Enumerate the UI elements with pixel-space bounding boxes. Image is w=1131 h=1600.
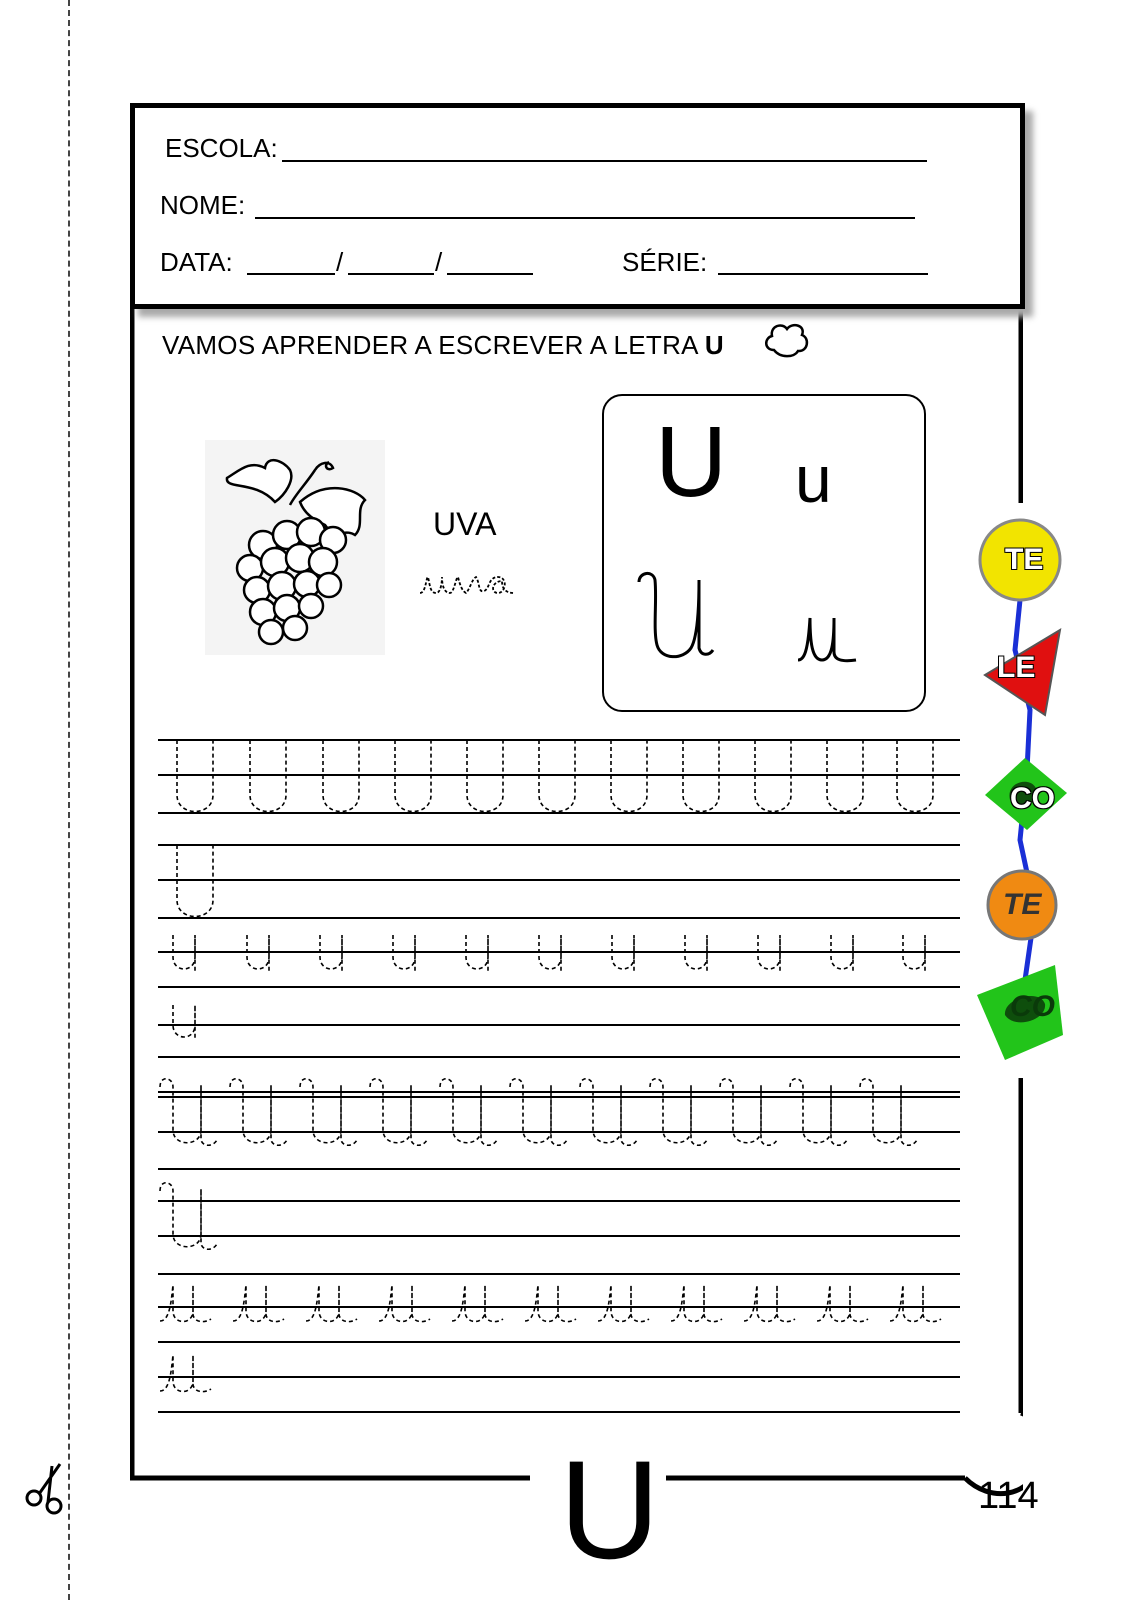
year-line[interactable] bbox=[447, 273, 533, 275]
letter-cursive-lower bbox=[796, 612, 860, 666]
nome-line[interactable] bbox=[255, 217, 915, 219]
cut-line bbox=[68, 0, 70, 1600]
serie-line[interactable] bbox=[718, 273, 928, 275]
date-separator: / bbox=[336, 247, 344, 277]
letter-upper: U bbox=[655, 406, 728, 518]
page-number: 114 bbox=[978, 1475, 1039, 1517]
month-line[interactable] bbox=[348, 273, 434, 275]
letter-lower: u bbox=[795, 442, 832, 516]
escola-label: ESCOLA: bbox=[165, 133, 278, 163]
data-label: DATA: bbox=[160, 247, 233, 277]
snake-label-co-2: CO bbox=[1010, 990, 1055, 1023]
day-line[interactable] bbox=[247, 273, 335, 275]
lesson-title-text: VAMOS APRENDER A ESCREVER A LETRA bbox=[162, 330, 698, 360]
footer-letter: U bbox=[553, 1440, 666, 1580]
snake-label-te-2: TE bbox=[1003, 888, 1042, 921]
lesson-title bbox=[162, 330, 724, 361]
cloud-icon bbox=[762, 320, 812, 362]
nome-label: NOME: bbox=[160, 190, 246, 220]
lesson-title-letter: U bbox=[704, 330, 724, 360]
letter-cursive-upper bbox=[635, 570, 735, 665]
date-separator: / bbox=[435, 247, 443, 277]
scissors-icon bbox=[22, 1462, 66, 1518]
escola-line[interactable] bbox=[282, 160, 927, 162]
snake-label-co: CO bbox=[1010, 782, 1055, 815]
word-print: UVA bbox=[433, 506, 497, 542]
snake-label-te: TE bbox=[1005, 543, 1044, 576]
snake-label-le: LE bbox=[997, 651, 1036, 684]
serie-label: SÉRIE: bbox=[622, 247, 708, 277]
grapes-illustration bbox=[205, 440, 385, 655]
practice-lines[interactable] bbox=[155, 735, 965, 1420]
word-cursive bbox=[418, 565, 518, 601]
